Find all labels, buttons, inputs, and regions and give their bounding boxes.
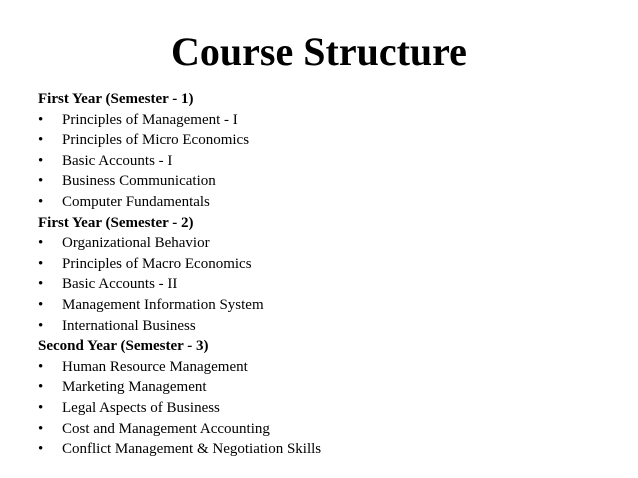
bullet-icon: •	[38, 152, 44, 169]
bullet-icon: •	[38, 235, 44, 252]
list-item	[38, 274, 618, 295]
page-title: Course Structure	[171, 29, 467, 74]
course-name: Legal Aspects of Business	[62, 399, 220, 416]
bullet-icon: •	[38, 276, 44, 293]
course-name: Management Information System	[62, 296, 264, 313]
list-item	[38, 316, 618, 337]
bullet-icon: •	[38, 173, 44, 190]
course-name: Principles of Macro Economics	[62, 255, 252, 272]
list-item	[38, 295, 618, 316]
section-heading: First Year (Semester - 1)	[38, 91, 194, 107]
course-name: Marketing Management	[62, 379, 207, 396]
list-item	[38, 377, 618, 398]
bullet-icon: •	[38, 132, 44, 149]
course-name: Principles of Micro Economics	[62, 132, 250, 149]
list-item	[38, 151, 618, 172]
section-second-year-semester-3	[38, 336, 618, 460]
course-name: Computer Fundamentals	[62, 193, 210, 210]
section-first-year-semester-2	[38, 213, 618, 337]
course-name: Conflict Management & Negotiation Skills	[62, 441, 322, 458]
section-first-year-semester-1	[38, 89, 618, 213]
bullet-icon: •	[38, 193, 44, 210]
course-name: International Business	[62, 317, 196, 334]
list-item	[38, 233, 618, 254]
list-item	[38, 419, 618, 440]
list-item	[38, 192, 618, 213]
bullet-icon: •	[38, 317, 44, 334]
list-item	[38, 110, 618, 131]
bullet-icon: •	[38, 399, 44, 416]
course-name: Organizational Behavior	[62, 235, 210, 252]
bullet-icon: •	[38, 441, 44, 458]
bullet-icon: •	[38, 420, 44, 437]
list-item	[38, 398, 618, 419]
bullet-icon: •	[38, 379, 44, 396]
list-item	[38, 171, 618, 192]
list-item	[38, 357, 618, 378]
list-item	[38, 439, 618, 460]
bullet-icon: •	[38, 296, 44, 313]
bullet-icon: •	[38, 255, 44, 272]
course-name: Human Resource Management	[62, 358, 248, 375]
list-item	[38, 254, 618, 275]
course-name: Basic Accounts - I	[62, 152, 173, 169]
bullet-icon: •	[38, 358, 44, 375]
section-heading: Second Year (Semester - 3)	[38, 338, 209, 355]
course-name: Principles of Management - I	[62, 111, 238, 128]
bullet-icon: •	[38, 111, 44, 128]
course-name: Basic Accounts - II	[62, 276, 178, 293]
list-item	[38, 130, 618, 151]
course-name: Business Communication	[62, 173, 216, 190]
section-heading: First Year (Semester - 2)	[38, 214, 194, 231]
course-content	[38, 89, 618, 460]
course-name: Cost and Management Accounting	[62, 420, 270, 437]
